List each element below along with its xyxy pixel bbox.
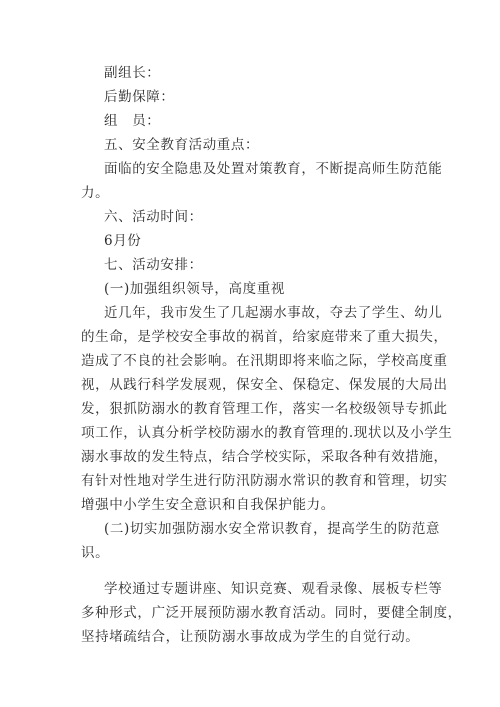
text-line: 坚持堵疏结合，让预防溺水事故成为学生的自觉行动。 (81, 629, 420, 645)
text-line: 后勤保障： (104, 89, 175, 105)
text-line: 造成了不良的社会影响。在汛期即将来临之际，学校高度重 (81, 353, 448, 369)
section-heading: 五、安全教育活动重点： (104, 137, 260, 153)
subsection-heading: (一)加强组织领导，高度重视 (104, 281, 285, 297)
text-line: 识。 (81, 545, 110, 561)
text-line: 多种形式，广泛开展预防溺水教育活动。同时，要健全制度， (81, 605, 462, 621)
text-line: 副组长： (104, 65, 161, 81)
text-line: 有针对性地对学生进行防汛防溺水常识的教育和管理，切实 (81, 473, 448, 489)
text-line: 项工作，认真分析学校防溺水的教育管理的.现状以及小学生 (81, 425, 453, 441)
text-line: 力。 (81, 185, 110, 201)
text-line: 6月份 (104, 233, 142, 249)
text-line: 学校通过专题讲座、知识竞赛、观看录像、展板专栏等 (104, 581, 443, 597)
section-heading: 七、活动安排： (104, 257, 203, 273)
text-line: 增强中小学生安全意识和自我保护能力。 (81, 497, 335, 513)
subsection-heading: (二)切实加强防溺水安全常识教育，提高学生的防范意 (104, 521, 441, 537)
text-line: 发，狠抓防溺水的教育管理工作，落实一名校级领导专抓此 (81, 401, 448, 417)
text-line: 视，从践行科学发展观，保安全、保稳定、保发展的大局出 (81, 377, 448, 393)
section-heading: 六、活动时间： (104, 209, 203, 225)
text-line: 组 员： (104, 113, 161, 129)
text-line: 的生命，是学校安全事故的祸首，给家庭带来了重大损失， (81, 329, 448, 345)
text-line: 近几年，我市发生了几起溺水事故，夺去了学生、幼儿 (104, 305, 443, 321)
text-line: 溺水事故的发生特点，结合学校实际，采取各种有效措施， (81, 449, 448, 465)
text-line: 面临的安全隐患及处置对策教育，不断提高师生防范能 (104, 161, 443, 177)
